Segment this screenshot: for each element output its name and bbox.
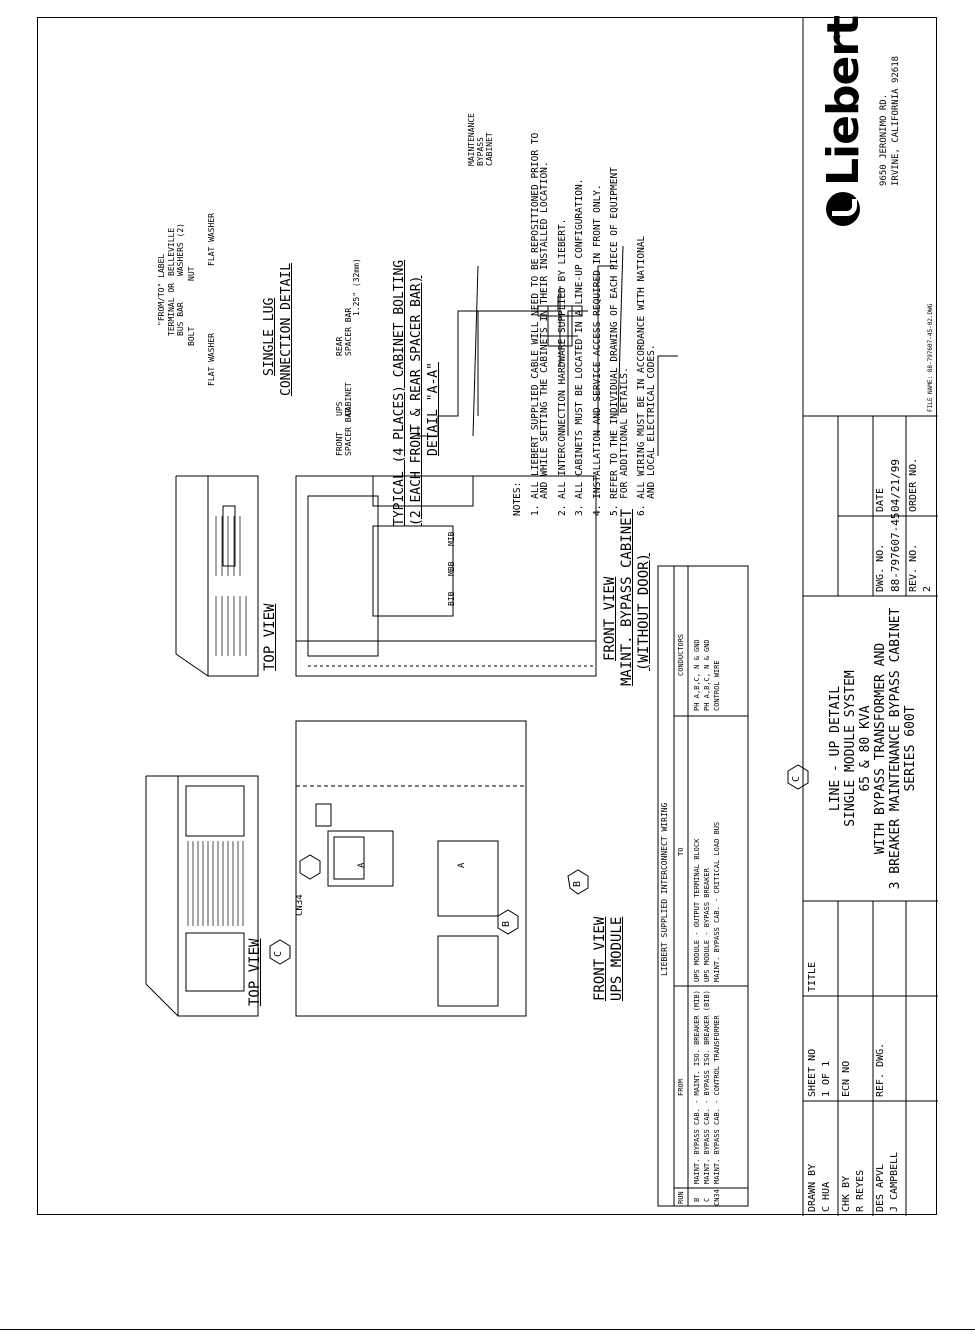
maint-bypass-label-3: CABINET [485, 132, 494, 166]
front-spacer-label-2: SPACER BAR [344, 407, 353, 456]
bolting-title-3: DETAIL "A-A" [426, 362, 441, 456]
callout-bubbles [270, 765, 808, 964]
lug-detail-title-1: SINGLE LUG [262, 297, 277, 376]
sheet-no-label: SHEET NO [807, 1048, 818, 1097]
section-a-1: A [357, 862, 367, 868]
lug-label-flat-washer-right: FLAT WASHER [207, 213, 216, 266]
callout-b-2: B [572, 880, 583, 887]
page-bottom-rule [0, 1329, 975, 1330]
wiring-row-3-to: MAINT. BYPASS CAB. - CRITICAL LOAD BUS [713, 821, 721, 982]
drawing-graphics [38, 15, 938, 1216]
bypass-top-view [176, 476, 258, 676]
address-line-1: 9650 JERONIMO RD. [879, 93, 889, 186]
lug-label-busbar: BUS BAR [176, 302, 185, 336]
note-5-line-2: FOR ADDITIONAL DETAILS. [618, 367, 630, 516]
callout-c-2: C [791, 775, 802, 782]
drawn-by-label: DRAWN BY [807, 1163, 818, 1212]
wiring-row-1-from: MAINT. BYPASS CAB. - MAINT. ISO. BREAKER (MIB) [693, 990, 701, 1184]
note-3: 3. ALL CABINETS MUST BE LOCATED IN A LINE-UP CONFIGURATION. [574, 178, 585, 516]
wiring-row-2-from: MAINT. BYPASS CAB. - BYPASS ISO. BREAKER (BIB) [703, 990, 711, 1184]
des-apvl-label: DES APVL [875, 1163, 886, 1212]
bolting-title-1: TYPICAL (4 PLACES) CABINET BOLTING [392, 259, 407, 526]
wiring-row-2-conductors: PH A,B,C, N & GND [703, 639, 711, 711]
chk-by: R REYES [855, 1169, 866, 1212]
des-apvl: J CAMPBELL [889, 1151, 900, 1212]
drawn-by: C HUA [821, 1181, 832, 1212]
breaker-mbb: MBB [447, 561, 456, 576]
title-line-1: LINE - UP DETAIL [828, 685, 843, 812]
drawing-rotated-frame [38, 15, 938, 1216]
title-lines [828, 601, 918, 896]
wiring-row-1-run: B [693, 1197, 701, 1202]
drawing-sheet [37, 17, 937, 1215]
callout-c-1: C [273, 950, 284, 957]
bypass-front-view-label: FRONT VIEW [602, 576, 618, 661]
wiring-row-1-conductors: PH A,B,C, N & GND [693, 639, 701, 711]
callout-b-1: B [501, 920, 512, 927]
ecn-no-label: ECN NO [841, 1060, 852, 1097]
wiring-row-3-conductors: CONTROL WIRE [713, 660, 721, 711]
rear-spacer-label-2: SPACER BAR [344, 307, 353, 356]
title-line-5: 3 BREAKER MAINTENANCE BYPASS CABINET [888, 607, 903, 890]
dwg-no: 88-797607-45 [889, 512, 902, 592]
front-spacer-label-1: FRONT [335, 431, 344, 456]
lug-label-belleville: BELLEVILLE [167, 227, 176, 276]
date-label: DATE [875, 487, 886, 512]
breaker-bib: BIB [447, 591, 456, 606]
top-view-label-1: TOP VIEW [247, 938, 263, 1006]
maint-bypass-label-2: BYPASS [476, 137, 485, 166]
lug-label-terminal: TERMINAL OR [167, 283, 176, 336]
note-2: 2. ALL INTERCONNECTION HARDWARE SUPPLIED BY LIEBERT. [556, 218, 568, 516]
note-6-line-2: AND LOCAL ELECTRICAL CODES. [645, 344, 657, 516]
wiring-row-2-run: C [703, 1197, 711, 1202]
title-line-2: SINGLE MODULE SYSTEM [843, 670, 858, 827]
wiring-table-title: LIEBERT SUPPLIED INTERCONNECT WIRING [660, 802, 669, 976]
note-5-line-1: 5. REFER TO THE INDIVIDUAL DRAWING OF EACH PIECE OF EQUIPMENT [609, 167, 620, 516]
wiring-header-conductors: CONDUCTORS [677, 633, 685, 676]
dwg-no-label: DWG. NO. [875, 543, 886, 592]
order-no-label: ORDER NO. [908, 457, 919, 512]
bypass-cabinet-label: MAINT. BYPASS CABINET [619, 508, 635, 686]
ups-top-view [146, 776, 258, 1016]
company-name: Liebert [817, 15, 869, 186]
lug-label-nut: NUT [187, 266, 196, 281]
without-door-label: (WITHOUT DOOR) [636, 552, 652, 671]
title-label: TITLE [807, 961, 818, 992]
date: 04/21/99 [889, 459, 902, 512]
address-line-2: IRVINE, CALIFORNIA 92618 [891, 55, 901, 186]
wiring-row-1-to: UPS MODULE - OUTPUT TERMINAL BLOCK [693, 838, 701, 982]
wiring-header-run: RUN [677, 1191, 685, 1204]
lug-label-flat-washer-left: FLAT WASHER [207, 333, 216, 386]
lug-label-washers: WASHERS (2) [176, 223, 185, 276]
title-line-4: WITH BYPASS TRANSFORMER AND [873, 642, 888, 855]
callout-cn34: CN34 [295, 894, 305, 916]
top-view-label-2: TOP VIEW [262, 603, 278, 671]
wiring-row-3-from: MAINT. BYPASS CAB. - CONTROL TRANSFORMER [713, 1015, 721, 1184]
maint-bypass-label-1: MAINTENANCE [467, 113, 476, 166]
ups-cabinet-label-1: UPS [335, 401, 344, 416]
note-4: 4. INSTALLATION AND SERVICE ACCESS REQUIRED IN FRONT ONLY. [591, 184, 603, 516]
lug-label-from-to: "FROM/TO" LABEL [157, 253, 166, 326]
breaker-mib: MIB [447, 531, 456, 546]
note-1-line-1: 1. ALL LIEBERT SUPPLIED CABLE WILL NEED TO BE REPOSITIONED PRIOR TO [529, 132, 541, 516]
notes-heading: NOTES: [512, 481, 523, 516]
bolting-title-2: (2 EACH FRONT & REAR SPACER BAR) [409, 275, 424, 526]
wiring-header-from: FROM [677, 1079, 685, 1096]
lug-label-bolt: BOLT [187, 326, 196, 346]
lug-detail-title-2: CONNECTION DETAIL [279, 262, 294, 396]
wiring-row-2-to: UPS MODULE - BYPASS BREAKER [703, 868, 711, 982]
rear-spacer-label-1: REAR [335, 336, 344, 356]
title-line-6: SERIES 600T [903, 705, 918, 792]
liebert-logo-mark-icon [826, 192, 860, 226]
chk-by-label: CHK BY [841, 1175, 852, 1212]
file-name: FILE NAME: 88-797607-45-02.DWG [927, 303, 934, 412]
dimension-label: 1.25" (32mm) [352, 258, 361, 316]
ref-dwg-label: REF. DWG. [875, 1042, 886, 1097]
ups-cabinet-label-2: CABINET [344, 382, 353, 416]
ups-module-label: UPS MODULE [609, 916, 625, 1001]
ups-front-view-label: FRONT VIEW [592, 916, 608, 1001]
section-a-2: A [457, 862, 467, 868]
note-1-line-2: AND WHILE SETTING THE CABINETS IN THEIR INSTALLED LOCATION. [539, 161, 550, 516]
wiring-row-3-run: CN34 [713, 1189, 721, 1206]
note-6-line-1: 6. ALL WIRING MUST BE IN ACCORDANCE WITH NATIONAL [636, 235, 647, 516]
ups-front-view [296, 721, 526, 1016]
wiring-header-to: TO [677, 847, 685, 856]
rev-no-label: REV. NO. [908, 543, 919, 592]
rev-no: 2 [922, 585, 933, 592]
sheet-no: 1 OF 1 [821, 1060, 832, 1097]
liebert-logo [808, 16, 878, 226]
title-line-3: 65 & 80 KVA [858, 705, 873, 792]
notes-block [513, 46, 656, 516]
